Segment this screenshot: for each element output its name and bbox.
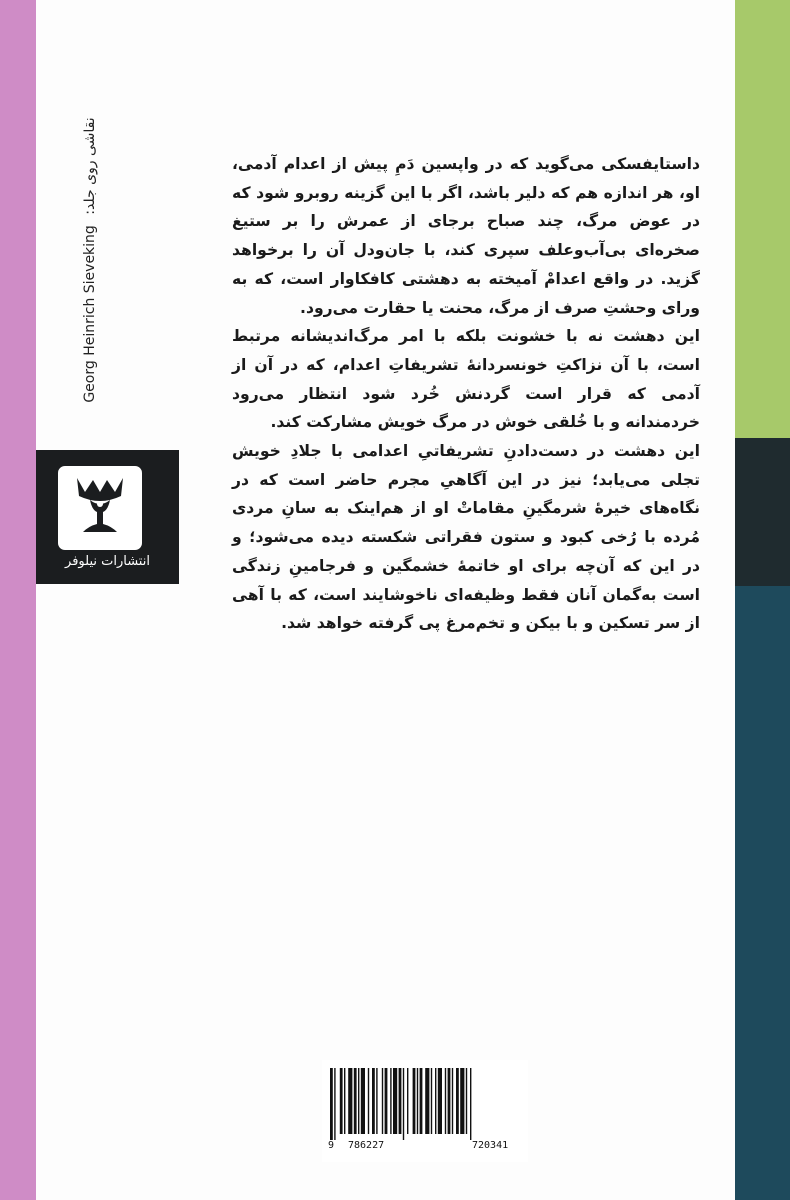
back-cover-blurb xyxy=(232,150,700,638)
isbn-lead-digit: 9 xyxy=(328,1140,335,1151)
blurb-paragraph-2: این دهشت نه با خشونت بلکه با امر مرگ‌اندیشانه مرتبط است، با آن نزاکتِ خونسردانهٔ تشریفاتِ اعدام، که در آن از آدمی که قرار است گردنش خُرد شود انتظار می‌رود خردمندانه و با خُلقی خوش در مرگ خویش مشارکت کند. xyxy=(232,327,700,432)
right-navy-block xyxy=(735,586,790,1200)
publisher-name: انتشارات نیلوفر xyxy=(65,554,150,569)
isbn-barcode xyxy=(322,1060,528,1162)
isbn-right-group: 720341 xyxy=(472,1140,509,1151)
isbn-digits xyxy=(322,1140,528,1158)
isbn-left-group: 786227 xyxy=(348,1140,385,1151)
cover-art-credit-artist: Georg Heinrich Sieveking xyxy=(82,225,98,403)
left-color-strip xyxy=(0,0,36,1200)
right-green-block xyxy=(735,0,790,438)
right-dark-block xyxy=(735,438,790,586)
blurb-paragraph-1: داستایفسکی می‌گوید که در واپسین دَمِ پیش از اعدام آدمی، او، هر اندازه هم که دلیر باشد، اگر با این گزینه روبرو شود که در عوض مرگ، چند صباح برجای از عمرش را بر ستیغ صخره‌ای بی‌آب‌وعلف سپری کند، با جان‌ودل آن را برخواهد گزید. در واقع اعدامْ آمیخته به دهشتی کافکاوار است، که به ورای وحشتِ صرف از مرگ، محنت یا حقارت می‌رود. xyxy=(232,155,700,317)
barcode-bars xyxy=(328,1068,522,1140)
blurb-paragraph-3: این دهشت در دست‌دادنِ تشریفاتیِ اعدامی با جلادِ خویش تجلی می‌یابد؛ نیز در این آگاهیِ مجرم حاضر است که در نگاه‌های خیرهٔ شرمگینِ مقاماتْ او از هم‌اینک به سانِ مردی مُرده با رُخی کبود و ستون فقراتی شکسته دیده می‌شود؛ و در این که آن‌چه برای او خاتمهٔ خشمگین و فرجامینِ زندگی است به‌گمان آنان فقط وظیفه‌ای ناخوشایند است، که با آهی از سر تسکین و با بیکن و تخم‌مرغ پی گرفته خواهد شد. xyxy=(232,442,700,633)
niloofar-emblem-icon xyxy=(73,474,127,544)
cover-art-credit-label: نقاشی روی جلد: xyxy=(82,117,98,215)
